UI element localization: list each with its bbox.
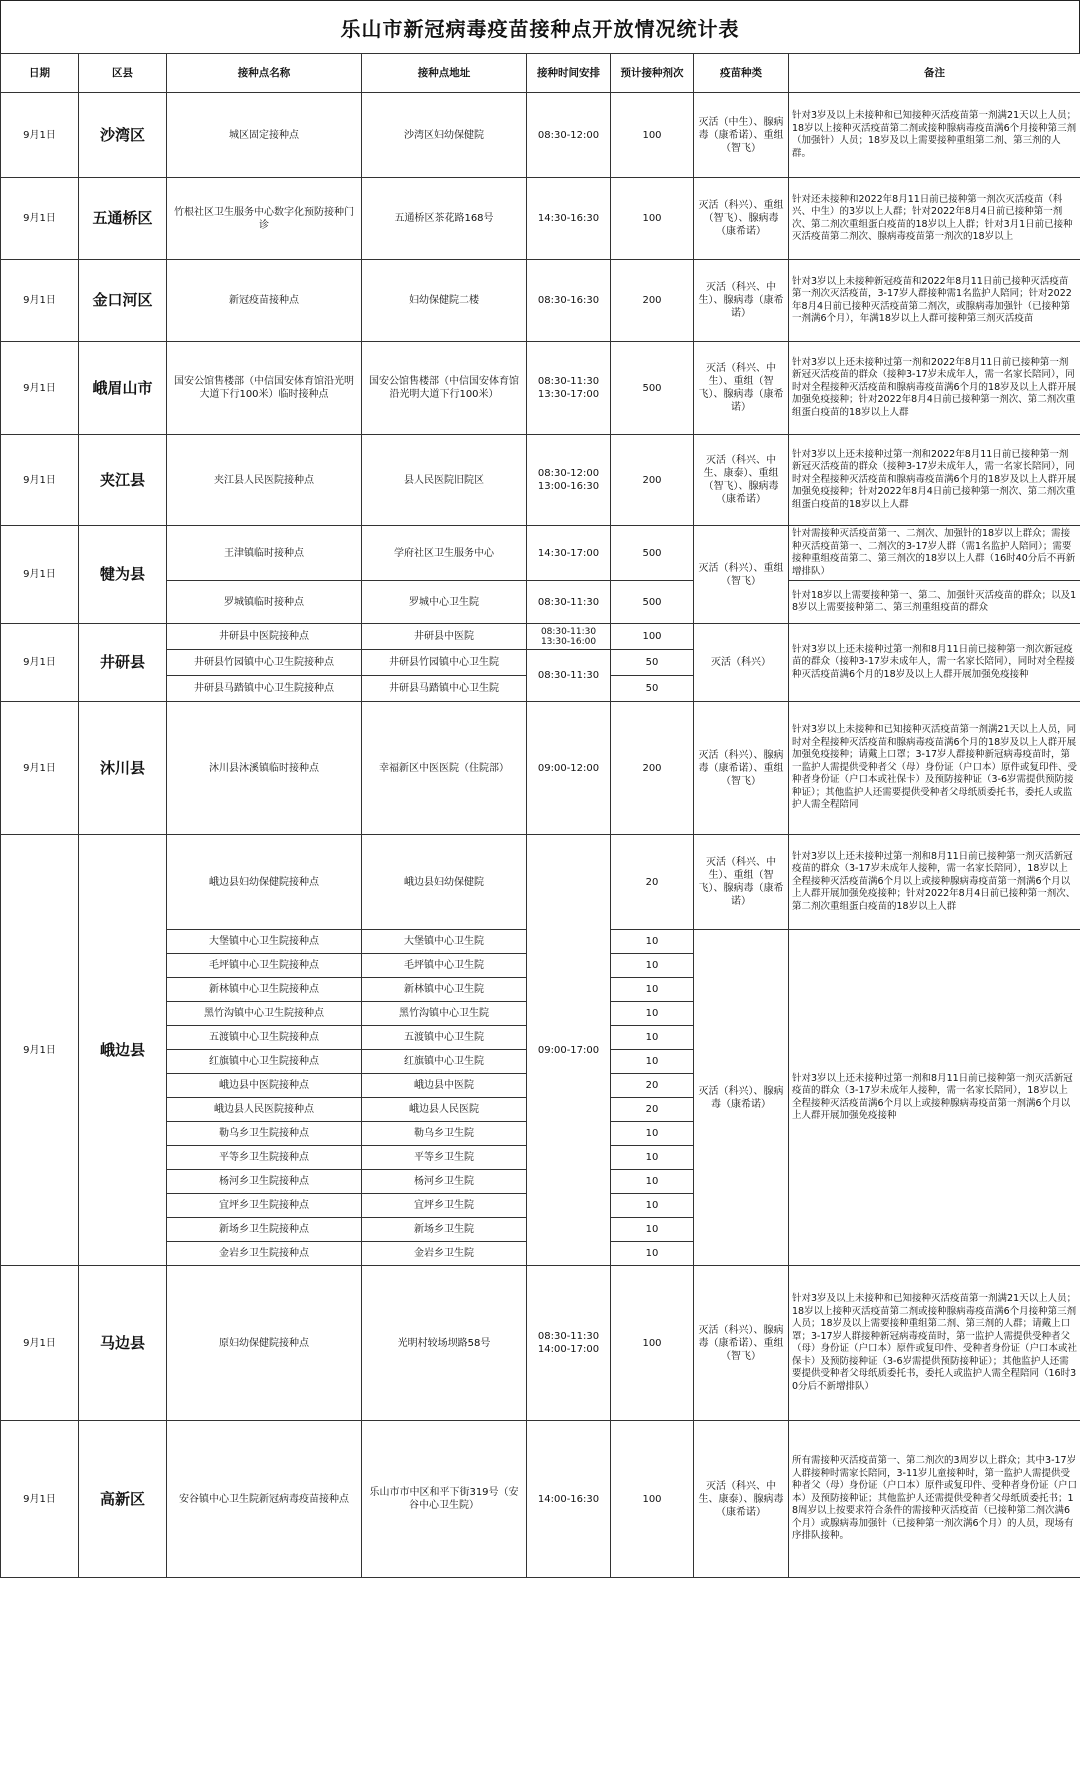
date-cell: 9月1日 (1, 435, 79, 526)
doses-cell: 20 (611, 835, 694, 930)
district-cell: 沙湾区 (79, 93, 167, 178)
vaccination-sites-table (0, 53, 1080, 1578)
vaccine-cell: 灭活（中生）、腺病毒（康希诺）、重组（智飞） (694, 93, 789, 178)
district-cell: 五通桥区 (79, 178, 167, 260)
doses-cell: 200 (611, 435, 694, 526)
doses-cell: 10 (611, 954, 694, 978)
time-cell: 08:30-12:00 (527, 93, 611, 178)
doses-cell: 100 (611, 624, 694, 650)
doses-cell: 200 (611, 260, 694, 342)
address-cell: 井研县中医院 (362, 624, 527, 650)
doses-cell: 50 (611, 676, 694, 702)
site-cell: 杨河乡卫生院接种点 (167, 1170, 362, 1194)
doses-cell: 10 (611, 1242, 694, 1266)
address-cell: 大堡镇中心卫生院 (362, 930, 527, 954)
district-cell: 井研县 (79, 624, 167, 702)
time-cell: 08:30-11:30 (527, 650, 611, 702)
district-cell: 马边县 (79, 1266, 167, 1421)
address-cell: 宜坪乡卫生院 (362, 1194, 527, 1218)
note-cell: 针对3岁及以上未接种和已知接种灭活疫苗第一剂满21天以上人员；18岁以上接种灭活疫苗第二剂或接种腺病毒疫苗满6个月接种第三剂（加强针）人员；18岁及以上需要接种重组第二剂、第三剂的人群。 (789, 93, 1080, 178)
doses-cell: 500 (611, 342, 694, 435)
address-cell: 妇幼保健院二楼 (362, 260, 527, 342)
header-site-address: 接种点地址 (362, 54, 527, 93)
address-cell: 毛坪镇中心卫生院 (362, 954, 527, 978)
site-cell: 新场乡卫生院接种点 (167, 1218, 362, 1242)
site-cell: 平等乡卫生院接种点 (167, 1146, 362, 1170)
doses-cell: 100 (611, 178, 694, 260)
site-cell: 井研县竹园镇中心卫生院接种点 (167, 650, 362, 676)
table-title: 乐山市新冠病毒疫苗接种点开放情况统计表 (0, 0, 1080, 53)
address-cell: 勒乌乡卫生院 (362, 1122, 527, 1146)
address-cell: 井研县马踏镇中心卫生院 (362, 676, 527, 702)
time-cell: 08:30-11:30 (527, 581, 611, 624)
header-time: 接种时间安排 (527, 54, 611, 93)
site-cell: 峨边县中医院接种点 (167, 1074, 362, 1098)
table-row (1, 1266, 1080, 1421)
date-cell: 9月1日 (1, 624, 79, 702)
vaccine-cell: 灭活（科兴、中生）、重组（智飞）、腺病毒（康希诺） (694, 835, 789, 930)
time-slot: 13:30-17:00 (537, 389, 600, 400)
site-cell: 宜坪乡卫生院接种点 (167, 1194, 362, 1218)
address-cell: 沙湾区妇幼保健院 (362, 93, 527, 178)
site-cell: 新林镇中心卫生院接种点 (167, 978, 362, 1002)
address-cell: 新林镇中心卫生院 (362, 978, 527, 1002)
time-slot: 08:30-12:00 (537, 468, 600, 479)
time-slot: 14:00-17:00 (537, 1344, 600, 1355)
address-cell: 五通桥区茶花路168号 (362, 178, 527, 260)
doses-cell: 10 (611, 1218, 694, 1242)
table-row (1, 435, 1080, 526)
vaccine-cell: 灭活（科兴、中生）、重组（智飞）、腺病毒（康希诺） (694, 342, 789, 435)
vaccine-cell: 灭活（科兴、中生、康泰）、腺病毒（康希诺） (694, 1421, 789, 1578)
address-cell: 光明村较场坝路58号 (362, 1266, 527, 1421)
time-cell: 09:00-17:00 (527, 835, 611, 1266)
site-cell: 峨边县妇幼保健院接种点 (167, 835, 362, 930)
address-cell: 黑竹沟镇中心卫生院 (362, 1002, 527, 1026)
date-cell: 9月1日 (1, 1266, 79, 1421)
district-cell: 夹江县 (79, 435, 167, 526)
doses-cell: 100 (611, 1266, 694, 1421)
address-cell: 五渡镇中心卫生院 (362, 1026, 527, 1050)
vaccine-cell: 灭活（科兴、中生、康泰）、重组（智飞）、腺病毒（康希诺） (694, 435, 789, 526)
site-cell: 国安公馆售楼部（中信国安体育馆沿光明大道下行100米）临时接种点 (167, 342, 362, 435)
date-cell: 9月1日 (1, 93, 79, 178)
table-row (1, 1421, 1080, 1578)
header-site-name: 接种点名称 (167, 54, 362, 93)
time-cell (527, 624, 611, 650)
header-doses: 预计接种剂次 (611, 54, 694, 93)
note-cell: 针对3岁以上还未接种过第一剂和8月11日前已接种第一剂次新冠疫苗的群众（接种3-17岁未成年人，需一名家长陪同），同时对全程接种灭活疫苗满6个月的18岁及以上人群开展加强免疫接种 (789, 624, 1080, 702)
address-cell: 县人民医院旧院区 (362, 435, 527, 526)
address-cell: 峨边县人民医院 (362, 1098, 527, 1122)
date-cell: 9月1日 (1, 702, 79, 835)
doses-cell: 10 (611, 1170, 694, 1194)
header-district: 区县 (79, 54, 167, 93)
doses-cell: 10 (611, 1194, 694, 1218)
header-row (1, 54, 1080, 93)
date-cell: 9月1日 (1, 260, 79, 342)
doses-cell: 10 (611, 1122, 694, 1146)
site-cell: 井研县马踏镇中心卫生院接种点 (167, 676, 362, 702)
doses-cell: 10 (611, 1146, 694, 1170)
vaccine-cell: 灭活（科兴、中生）、腺病毒（康希诺） (694, 260, 789, 342)
district-cell: 峨边县 (79, 835, 167, 1266)
doses-cell: 20 (611, 1098, 694, 1122)
site-cell: 新冠疫苗接种点 (167, 260, 362, 342)
doses-cell: 500 (611, 581, 694, 624)
address-cell: 罗城中心卫生院 (362, 581, 527, 624)
date-cell: 9月1日 (1, 178, 79, 260)
doses-cell: 100 (611, 93, 694, 178)
time-slot: 08:30-11:30 (540, 626, 597, 637)
table-row (1, 835, 1080, 930)
site-cell: 沐川县沐溪镇临时接种点 (167, 702, 362, 835)
doses-cell: 10 (611, 1002, 694, 1026)
table-row (1, 260, 1080, 342)
site-cell: 罗城镇临时接种点 (167, 581, 362, 624)
table-row (1, 93, 1080, 178)
address-cell: 学府社区卫生服务中心 (362, 526, 527, 581)
table-row (1, 702, 1080, 835)
address-cell: 乐山市市中区和平下街319号（安谷中心卫生院） (362, 1421, 527, 1578)
note-cell: 针对3岁以上未接种和已知接种灭活疫苗第一剂满21天以上人员，同时对全程接种灭活疫苗和腺病毒疫苗满6个月的18岁及以上人群开展加强免疫接种；请戴上口罩；3-17岁人群接种新冠病毒疫苗时，第一监护人需提供受种者父（母）身份证（户口本）原件或复印件、受种者身份证（户口本或社保卡）及预防接种证（3-6岁需提供预防接种证）；其他监护人还需要提供受种者父母纸质委托书，委托人或监护人需全程陪同 (789, 702, 1080, 835)
note-cell: 针对需接种灭活疫苗第一、二剂次、加强针的18岁以上群众；需接种灭活疫苗第一、二剂次的3-17岁人群（需1名监护人陪同）；需要接种重组疫苗第二、第三剂次的18岁以上人群（16时40分后不再新增排队） (789, 526, 1080, 581)
address-cell: 金岩乡卫生院 (362, 1242, 527, 1266)
district-cell: 金口河区 (79, 260, 167, 342)
site-cell: 夹江县人民医院接种点 (167, 435, 362, 526)
doses-cell: 50 (611, 650, 694, 676)
address-cell: 峨边县中医院 (362, 1074, 527, 1098)
doses-cell: 100 (611, 1421, 694, 1578)
note-cell: 针对3岁以上还未接种过第一剂和2022年8月11日前已接种第一剂新冠灭活疫苗的群众（接种3-17岁未成年人，需一名家长陪同），同时对全程接种灭活疫苗和腺病毒疫苗满6个月的18岁及以上人群开展加强免疫接种；针对2022年8月4日前已接种第一剂次、第二剂次重组蛋白疫苗的18岁以上人群 (789, 435, 1080, 526)
time-cell (527, 435, 611, 526)
site-cell: 金岩乡卫生院接种点 (167, 1242, 362, 1266)
date-cell: 9月1日 (1, 835, 79, 1266)
site-cell: 安谷镇中心卫生院新冠病毒疫苗接种点 (167, 1421, 362, 1578)
vaccine-cell: 灭活（科兴）、腺病毒（康希诺）、重组（智飞） (694, 702, 789, 835)
note-cell: 针对3岁以上还未接种过第一剂和2022年8月11日前已接种第一剂新冠灭活疫苗的群众（接种3-17岁未成年人，需一名家长陪同），同时对全程接种灭活疫苗和腺病毒疫苗满6个月的18岁及以上人群开展加强免疫接种；针对2022年8月4日前已接种第一剂次、第二剂次重组蛋白疫苗的18岁以上人群 (789, 342, 1080, 435)
address-cell: 国安公馆售楼部（中信国安体育馆沿光明大道下行100米） (362, 342, 527, 435)
vaccine-cell: 灭活（科兴） (694, 624, 789, 702)
vaccine-cell: 灭活（科兴）、腺病毒（康希诺）、重组（智飞） (694, 1266, 789, 1421)
note-cell: 针对3岁以上还未接种过第一剂和8月11日前已接种第一剂灭活新冠疫苗的群众（3-17岁未成年人接种，需一名家长陪同），18岁以上全程接种灭活疫苗满6个月以上或接种腺病毒疫苗第一剂满6个月以上人群开展加强免疫接种；针对2022年8月4日前已接种第一剂次、第二剂次重组蛋白疫苗的18岁以上人群 (789, 835, 1080, 930)
vaccine-cell: 灭活（科兴）、腺病毒（康希诺） (694, 930, 789, 1266)
time-cell (527, 1266, 611, 1421)
note-cell: 所有需接种灭活疫苗第一、第二剂次的3周岁以上群众；其中3-17岁人群接种时需家长陪同，3-11岁儿童接种时，第一监护人需提供受种者父（母）身份证（户口本）原件或复印件、受种者身份证（户口本）及预防接种证；其他监护人还需提供受种者父母纸质委托书；18周岁以上按要求符合条件的需接种灭活疫苗（已接种第二剂次满6个月）或腺病毒加强针（已接种第一剂次满6个月）的人员，现场有序排队接种。 (789, 1421, 1080, 1578)
address-cell: 平等乡卫生院 (362, 1146, 527, 1170)
site-cell: 竹根社区卫生服务中心数字化预防接种门诊 (167, 178, 362, 260)
district-cell: 犍为县 (79, 526, 167, 624)
time-cell: 14:00-16:30 (527, 1421, 611, 1578)
district-cell: 高新区 (79, 1421, 167, 1578)
address-cell: 峨边县妇幼保健院 (362, 835, 527, 930)
table-row (1, 526, 1080, 581)
vaccine-cell: 灭活（科兴）、重组（智飞） (694, 526, 789, 624)
site-cell: 井研县中医院接种点 (167, 624, 362, 650)
site-cell: 勒乌乡卫生院接种点 (167, 1122, 362, 1146)
doses-cell: 10 (611, 1026, 694, 1050)
date-cell: 9月1日 (1, 342, 79, 435)
site-cell: 王津镇临时接种点 (167, 526, 362, 581)
time-cell: 14:30-17:00 (527, 526, 611, 581)
header-date: 日期 (1, 54, 79, 93)
district-cell: 峨眉山市 (79, 342, 167, 435)
table-row (1, 624, 1080, 650)
time-slot: 08:30-11:30 (537, 1331, 600, 1342)
doses-cell: 10 (611, 930, 694, 954)
doses-cell: 10 (611, 978, 694, 1002)
time-slot: 13:00-16:30 (537, 481, 600, 492)
address-cell: 红旗镇中心卫生院 (362, 1050, 527, 1074)
address-cell: 杨河乡卫生院 (362, 1170, 527, 1194)
time-cell: 08:30-16:30 (527, 260, 611, 342)
doses-cell: 500 (611, 526, 694, 581)
doses-cell: 20 (611, 1074, 694, 1098)
doses-cell: 10 (611, 1050, 694, 1074)
header-notes: 备注 (789, 54, 1080, 93)
time-slot: 13:30-16:00 (540, 636, 597, 647)
table-row (1, 178, 1080, 260)
note-cell: 针对3岁及以上未接种和已知接种灭活疫苗第一剂满21天以上人员；18岁以上接种灭活疫苗第二剂或接种腺病毒疫苗满6个月接种第三剂人员；18岁及以上需要接种重组第二剂、第三剂的人群；请戴上口罩；3-17岁人群接种新冠病毒疫苗时，第一监护人需提供受种者父（母）身份证（户口本）原件或复印件、受种者身份证（户口本或社保卡）及预防接种证（3-6岁需提供预防接种证）；其他监护人还需要提供受种者父母纸质委托书，委托人或监护人需全程陪同（16时30分后不新增排队） (789, 1266, 1080, 1421)
district-cell: 沐川县 (79, 702, 167, 835)
note-cell: 针对还未接种和2022年8月11日前已接种第一剂次灭活疫苗（科兴、中生）的3岁以上人群；针对2022年8月4日前已接种第一剂次、第二剂次重组蛋白疫苗的18岁以上人群；针对3月1日前已接种灭活疫苗第二剂次、腺病毒疫苗第一剂次的18岁以上 (789, 178, 1080, 260)
site-cell: 毛坪镇中心卫生院接种点 (167, 954, 362, 978)
time-cell (527, 342, 611, 435)
time-cell: 14:30-16:30 (527, 178, 611, 260)
site-cell: 红旗镇中心卫生院接种点 (167, 1050, 362, 1074)
header-vaccine-type: 疫苗种类 (694, 54, 789, 93)
doses-cell: 200 (611, 702, 694, 835)
address-cell: 幸福新区中医医院（住院部） (362, 702, 527, 835)
note-cell: 针对3岁以上未接种新冠疫苗和2022年8月11日前已接种灭活疫苗第一剂次灭活疫苗，3-17岁人群接种需1名监护人陪同；针对2022年8月4日前已接种灭活疫苗第二剂次，或腺病毒加强针（已接种第一剂满6个月），年满18岁以上人群可接种第三剂灭活疫苗 (789, 260, 1080, 342)
site-cell: 峨边县人民医院接种点 (167, 1098, 362, 1122)
note-cell: 针对18岁以上需要接种第一、第二、加强针灭活疫苗的群众；以及18岁以上需要接种第二、第三剂重组疫苗的群众 (789, 581, 1080, 624)
time-slot: 08:30-11:30 (537, 376, 600, 387)
site-cell: 原妇幼保健院接种点 (167, 1266, 362, 1421)
address-cell: 新场乡卫生院 (362, 1218, 527, 1242)
address-cell: 井研县竹园镇中心卫生院 (362, 650, 527, 676)
date-cell: 9月1日 (1, 1421, 79, 1578)
site-cell: 城区固定接种点 (167, 93, 362, 178)
date-cell: 9月1日 (1, 526, 79, 624)
table-row (1, 342, 1080, 435)
time-cell: 09:00-12:00 (527, 702, 611, 835)
site-cell: 大堡镇中心卫生院接种点 (167, 930, 362, 954)
site-cell: 黑竹沟镇中心卫生院接种点 (167, 1002, 362, 1026)
site-cell: 五渡镇中心卫生院接种点 (167, 1026, 362, 1050)
note-cell: 针对3岁以上还未接种过第一剂和8月11日前已接种第一剂灭活新冠疫苗的群众（3-17岁未成年人接种，需一名家长陪同），18岁以上全程接种灭活疫苗满6个月以上或接种腺病毒疫苗第一剂满6个月以上人群开展加强免疫接种 (789, 930, 1080, 1266)
vaccine-cell: 灭活（科兴）、重组（智飞）、腺病毒（康希诺） (694, 178, 789, 260)
